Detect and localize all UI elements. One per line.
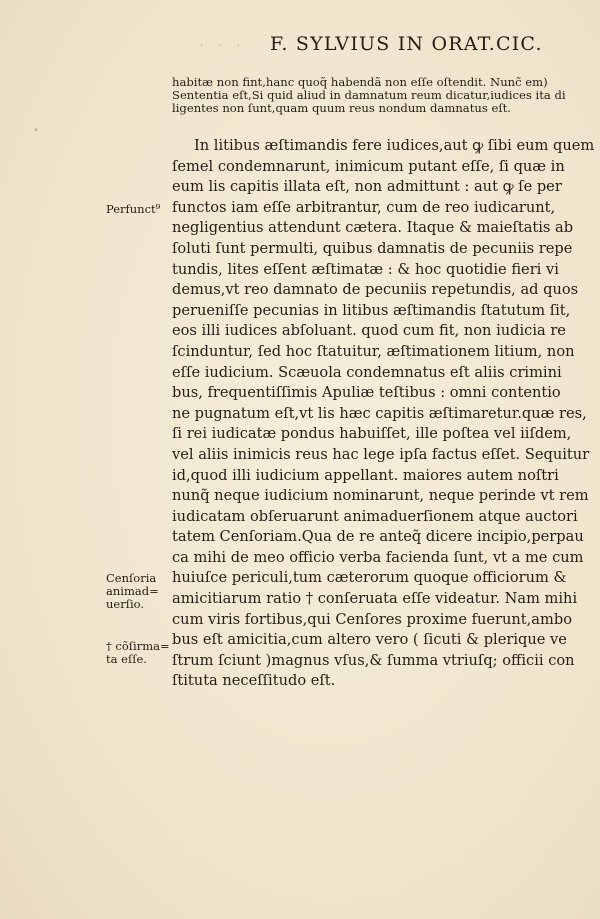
text-line: id,quod illi iudicium appellant. maiores autem noſtri bbox=[172, 466, 559, 484]
margin-note-line: Perfunct⁹ bbox=[106, 202, 161, 216]
text-line: tundis, lites eſſent æſtimatæ : & hoc quotidie fieri vi bbox=[172, 260, 559, 278]
text-line: vel aliis inimicis reus hac lege ipſa factus eſſet. Sequitur bbox=[172, 445, 590, 463]
text-line: ſcinduntur, ſed hoc ſtatuitur, æſtimationem litium, non bbox=[172, 342, 575, 360]
text-line: tatem Cenſoriam.Qua de re anteq̃ dicere incipio,perpau bbox=[172, 528, 584, 546]
margin-note-perfuncti bbox=[106, 203, 174, 216]
text-line: ſtrum ſciunt )magnus vſus,& ſumma vtriuſq; officii con bbox=[172, 651, 575, 669]
gloss-line: ligentes non ſunt,quam quum reus nondum damnatus eſt. bbox=[172, 102, 511, 115]
margin-note-line: ta eſſe. bbox=[106, 652, 147, 666]
gloss-line: Sententia eſt,Si quid aliud in damnatum reum dicatur,iudices ita di bbox=[172, 89, 566, 102]
text-line: In litibus æſtimandis fere iudices,aut ꝙ ſibi eum quem bbox=[194, 137, 595, 154]
text-line: negligentius attendunt cætera. Itaque & maieſtatis ab bbox=[172, 219, 574, 237]
text-line: ſoluti ſunt permulti, quibus damnatis de pecuniis repe bbox=[172, 239, 573, 257]
text-line: iudicatam obſeruarunt animaduerſionem atque auctori bbox=[172, 507, 578, 525]
gloss-line: habitæ non fint,hanc quoq̃ habendã non eſſe oſtendit. Nunc̃ em) bbox=[172, 76, 548, 89]
margin-note-line: † cõſirma= bbox=[106, 639, 170, 653]
margin-note-line: Cenſoria bbox=[106, 571, 157, 585]
text-line: ne pugnatum eſt,vt lis hæc capitis æſtimaretur.quæ res, bbox=[172, 404, 587, 422]
header-ornament: . . . bbox=[200, 38, 246, 49]
margin-note-censoria bbox=[106, 572, 174, 611]
text-line: eſſe iudicium. Scæuola condemnatus eſt aliis crimini bbox=[172, 363, 562, 381]
text-line: bus, frequentiſſimis Apuliæ teſtibus : omni contentio bbox=[172, 384, 561, 402]
text-line: bus eſt amicitia,cum altero vero ( ſicuti & plerique ve bbox=[172, 631, 567, 649]
commentary-gloss bbox=[172, 76, 597, 115]
text-line: cum viris fortibus,qui Cenſores proxime fuerunt,ambo bbox=[172, 610, 572, 628]
main-text bbox=[172, 136, 597, 692]
text-line: nunq̃ neque iudicium nominarunt, neque perinde vt rem bbox=[172, 487, 589, 505]
margin-note-line: uerſio. bbox=[106, 597, 145, 611]
text-line: eum lis capitis illata eſt, non admittunt : aut ꝙ ſe per bbox=[172, 178, 562, 196]
margin-tick: ʼ bbox=[34, 128, 38, 139]
text-line: demus,vt reo damnato de pecuniis repetundis, ad quos bbox=[172, 281, 579, 299]
text-line: ſemel condemnarunt, inimicum putant eſſe, ſi quæ in bbox=[172, 157, 565, 175]
text-line: ca mihi de meo officio verba facienda ſunt, vt a me cum bbox=[172, 548, 584, 566]
margin-note-confirmata bbox=[106, 640, 174, 666]
text-line: huiuſce periculi,tum cæterorum quoque officiorum & bbox=[172, 569, 567, 587]
text-line: ſi rei iudicatæ pondus habuiſſet, ille poſtea vel iiſdem, bbox=[172, 425, 572, 443]
text-line: ſtituta neceſſitudo eſt. bbox=[172, 672, 336, 690]
text-line: functos iam eſſe arbitrantur, cum de reo iudicarunt, bbox=[172, 198, 556, 216]
text-line: amicitiarum ratio † conſeruata eſſe videatur. Nam mihi bbox=[172, 590, 578, 608]
margin-note-line: animad= bbox=[106, 584, 159, 598]
text-line: eos illi iudices abſoluant. quod cum fit, non iudicia re bbox=[172, 322, 566, 340]
text-line: perueniſſe pecunias in litibus æſtimandis ſtatutum ſit, bbox=[172, 301, 571, 319]
running-title: F. SYLVIUS IN ORAT.CIC. bbox=[270, 33, 543, 55]
